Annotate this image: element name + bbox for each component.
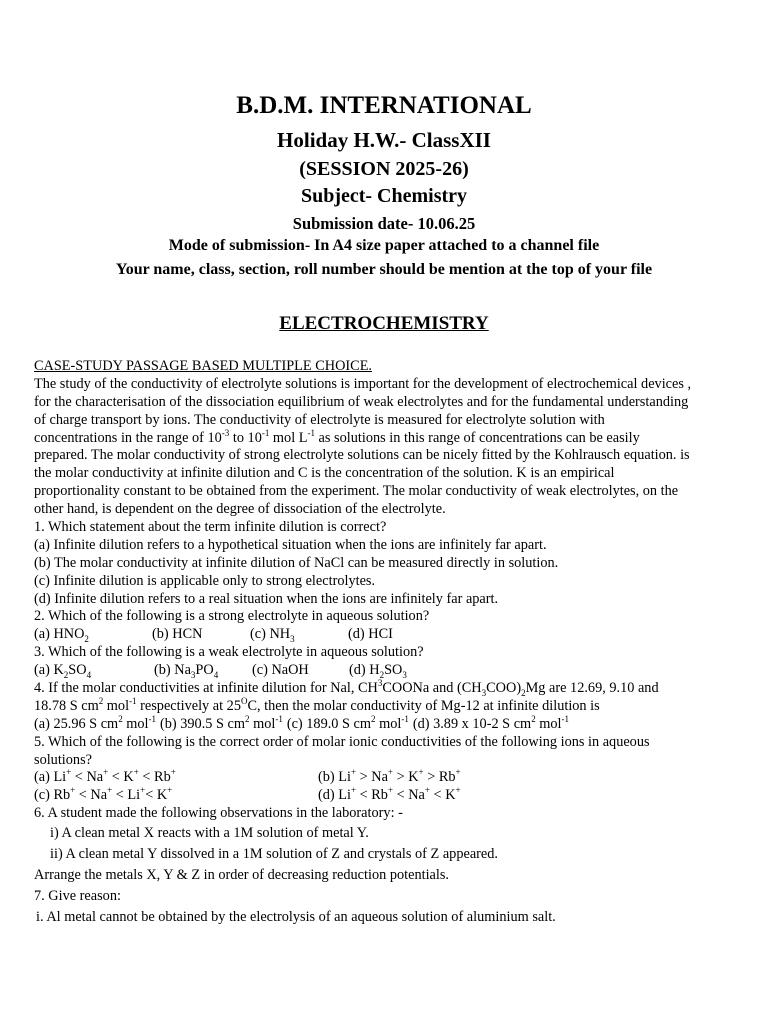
exponent: -1 (261, 427, 270, 438)
superscript: -1 (561, 714, 570, 725)
subscript: 3 (190, 670, 196, 680)
ion-text: < K (108, 769, 134, 786)
option-text: mol (535, 715, 562, 732)
stem-text: C, then the molar conductivity of Mg-12 at infinite dilution is (247, 697, 600, 714)
ion-charge: + (170, 767, 176, 778)
subscript: 3 (481, 687, 487, 698)
subscript: 3 (290, 634, 295, 645)
option-a (34, 626, 152, 644)
ion-charge: + (455, 785, 461, 796)
subscript: 4 (86, 670, 92, 680)
stem-text: COONa and (CH (382, 680, 482, 697)
file-instruction: Your name, class, section, roll number should be mention at the top of your file (115, 261, 653, 278)
ion-text: < Li (112, 787, 141, 804)
option-b: (b) HCN (152, 626, 203, 643)
question-1-option-b: (b) The molar conductivity at infinite dilution of NaCl can be measured directly in solution. (34, 554, 559, 571)
option-c (34, 787, 172, 803)
question-1-option-c: (c) Infinite dilution is applicable only to strong electrolytes. (34, 572, 376, 589)
question-1-option-a: (a) Infinite dilution refers to a hypothetical situation when the ions are infinitely far apart. (34, 536, 547, 553)
subscript: 3 (402, 670, 407, 680)
option-d (318, 787, 461, 805)
submission-date: Submission date- 10.06.25 (292, 214, 476, 233)
ion-text: < Na (75, 787, 108, 804)
option-text: (a) HNO (34, 626, 85, 643)
ion-text: (c) Rb (34, 787, 71, 804)
ion-charge: + (424, 785, 430, 796)
question-1-option-d: (d) Infinite dilution refers to a real situation when the ions are infinitely far apart. (34, 590, 499, 607)
question-5-stem: 5. Which of the following is the correct order of molar ionic conductivities of the following ions in aqueous (34, 733, 650, 750)
option-d (413, 716, 569, 732)
question-6-stem: 6. A student made the following observations in the laboratory: - (34, 805, 403, 822)
option-text: SO (384, 662, 403, 679)
ion-text: < Rb (138, 769, 171, 786)
option-text: mol (375, 715, 402, 732)
question-6-observation-i: i) A clean metal X reacts with a 1M solution of metal Y. (50, 825, 369, 842)
question-5-options-row (34, 787, 734, 805)
question-1-stem: 1. Which statement about the term infinite dilution is correct? (34, 519, 387, 536)
option-text: (a) 25.96 S cm (34, 715, 119, 732)
subscript: 2 (521, 687, 526, 698)
stem-text: respectively at 25 (136, 697, 241, 714)
passage-line: The study of the conductivity of electrolyte solutions is important for the development of electrochemical devices , (34, 375, 692, 392)
question-3-stem: 3. Which of the following is a weak electrolyte in aqueous solution? (34, 644, 424, 661)
ion-charge: + (387, 785, 394, 796)
superscript: -1 (148, 714, 157, 725)
passage-text: concentrations in the range of 10 (34, 429, 222, 446)
option-c (287, 716, 409, 732)
ion-charge: + (167, 785, 173, 796)
ion-text: > Na (356, 769, 388, 786)
document-body (34, 358, 734, 928)
question-4-stem-cont (34, 698, 734, 716)
stem-text: Mg are 12.69, 9.10 and (525, 680, 659, 697)
subscript: 2 (379, 670, 385, 680)
school-name: B.D.M. INTERNATIONAL (236, 92, 532, 119)
subscript: 2 (63, 670, 69, 680)
stem-text: COO) (486, 680, 522, 697)
superscript: 2 (98, 696, 104, 707)
subject-label: Subject- Chemistry (300, 185, 468, 207)
ion-text: (d) Li (318, 787, 351, 804)
submission-mode: Mode of submission- In A4 size paper attached to a channel file (168, 237, 600, 254)
ion-charge: + (103, 767, 109, 778)
section-title: ELECTROCHEMISTRY (279, 313, 489, 334)
ion-text: (a) Li (34, 769, 67, 786)
superscript: -1 (129, 696, 137, 707)
ion-charge: + (140, 785, 146, 796)
question-2-stem: 2. Which of the following is a strong electrolyte in aqueous solution? (34, 608, 430, 625)
superscript: 2 (531, 714, 536, 725)
ion-text: < Na (71, 769, 104, 786)
passage-line (34, 427, 734, 448)
question-5-options-row (34, 769, 734, 787)
option-a (34, 716, 156, 732)
homework-title: Holiday H.W.- ClassXII (277, 128, 491, 152)
option-text: mol (122, 715, 149, 732)
question-3-options (34, 662, 734, 680)
passage-line: proportionality constant to be obtained from the experiment. The molar conductivity of weak electrolytes, on the (34, 483, 679, 500)
option-c (250, 626, 348, 644)
ion-charge: + (350, 767, 357, 778)
session-label: (SESSION 2025-26) (299, 158, 469, 180)
passage-line: of charge transport by ions. The conductivity of electrolyte is measured for electrolyte solution with (34, 411, 605, 428)
ion-text: < Rb (356, 787, 388, 804)
option-text: (d) 3.89 x 10-2 S cm (412, 715, 532, 732)
ion-text: < Na (393, 787, 425, 804)
ion-charge: + (133, 767, 139, 778)
case-study-heading: CASE-STUDY PASSAGE BASED MULTIPLE CHOICE. (34, 358, 373, 374)
superscript: 2 (245, 714, 250, 725)
passage-text: to 10 (229, 429, 262, 446)
superscript: -1 (401, 714, 409, 725)
ion-charge: + (387, 767, 393, 778)
question-6-task: Arrange the metals X, Y & Z in order of decreasing reduction potentials. (34, 867, 450, 884)
stem-text: 4. If the molar conductivities at infinite dilution for Nal, CH (34, 680, 378, 697)
option-text: (b) 390.5 S cm (160, 715, 245, 732)
exponent: -3 (221, 427, 230, 438)
question-4-stem (34, 680, 734, 698)
option-text: (c) NH (250, 626, 291, 643)
option-b (160, 716, 283, 732)
subscript: 4 (213, 670, 219, 680)
ion-text: (b) Li (318, 769, 351, 786)
exponent: -1 (307, 427, 315, 438)
superscript: O (240, 696, 248, 707)
question-4-options (34, 716, 734, 734)
superscript: -1 (275, 714, 283, 725)
superscript: 2 (371, 714, 376, 725)
question-7-part-i: i. Al metal cannot be obtained by the electrolysis of an aqueous solution of aluminium salt. (36, 909, 556, 926)
ion-charge: + (107, 785, 113, 796)
passage-text: mol L (269, 429, 308, 446)
ion-charge: + (66, 767, 72, 778)
ion-text: > K (393, 769, 419, 786)
ion-text: < K (429, 787, 456, 804)
stem-text: 18.78 S cm (34, 697, 99, 714)
option-a (34, 769, 176, 785)
subscript: 2 (84, 634, 89, 645)
passage-line: prepared. The molar conductivity of strong electrolyte solutions can be nicely fitted by the Kohlrausch equation. is (34, 447, 690, 464)
question-5-stem-cont: solutions? (34, 751, 92, 768)
superscript: 2 (118, 714, 123, 725)
option-b (154, 662, 252, 680)
question-6-observation-ii: ii) A clean metal Y dissolved in a 1M solution of Z and crystals of Z appeared. (50, 846, 498, 863)
option-text: (b) Na (154, 662, 191, 679)
passage-line: the molar conductivity at infinite dilution and C is the concentration of the solution. K is an empirical (34, 465, 615, 482)
option-d: (d) HCI (348, 626, 393, 643)
option-c: (c) NaOH (252, 662, 309, 679)
option-text: (d) H (349, 662, 380, 679)
ion-text: > Rb (423, 769, 456, 786)
superscript: 3 (377, 678, 383, 689)
ion-charge: + (455, 767, 461, 778)
option-text: PO (195, 662, 214, 679)
option-text: (c) 189.0 S cm (286, 715, 372, 732)
passage-line: for the characterisation of the dissociation equilibrium of weak electrolytes and for the fundamental understanding (34, 393, 689, 410)
stem-text: mol (103, 697, 130, 714)
option-text: mol (249, 715, 276, 732)
passage-text: as solutions in this range of concentrations can be easily (314, 429, 640, 446)
option-text: SO (68, 662, 87, 679)
ion-charge: + (70, 785, 76, 796)
ion-text: < K (145, 787, 168, 804)
ion-charge: + (350, 785, 357, 796)
question-2-options (34, 626, 734, 644)
question-7-stem: 7. Give reason: (34, 888, 121, 905)
option-text: (a) K (34, 662, 64, 679)
passage-line: other hand, is dependent on the degree of dissociation of the electrolyte. (34, 501, 446, 518)
option-a (34, 662, 154, 680)
ion-charge: + (418, 767, 424, 778)
